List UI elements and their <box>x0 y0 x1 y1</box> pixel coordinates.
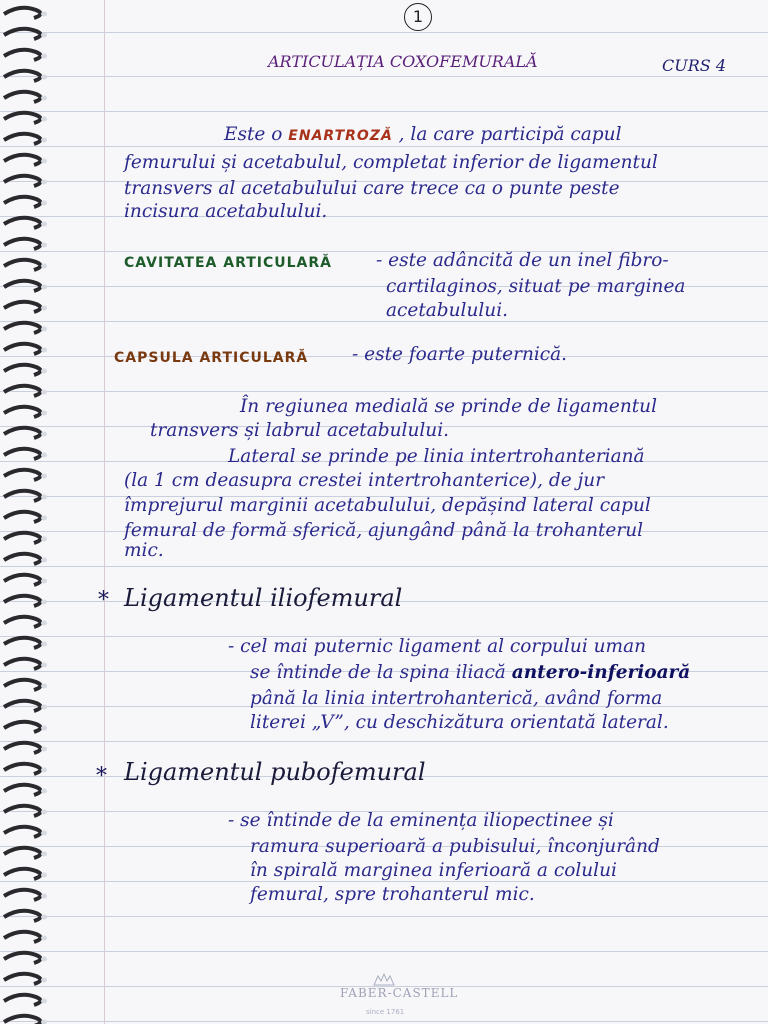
spiral-coil <box>4 239 41 249</box>
spiral-coil <box>4 428 41 438</box>
capsule-p2-line-3: împrejurul marginii acetabulului, depășind lateral capul <box>124 495 651 516</box>
spiral-coil <box>4 176 41 186</box>
spiral-coil <box>4 218 41 228</box>
binding-hole <box>41 831 47 836</box>
capsule-p2-line-1: Lateral se prinde pe linia intertrohanteriană <box>228 446 645 467</box>
course-label: CURS 4 <box>662 56 726 75</box>
margin-line <box>104 0 105 1024</box>
intro-line-2: femurului și acetabulul, completat inferior de ligamentul <box>124 152 658 173</box>
spiral-coil <box>4 260 41 270</box>
spiral-coil <box>4 827 41 837</box>
spiral-coil <box>4 365 41 375</box>
spiral-coil <box>4 974 41 984</box>
binding-hole <box>41 663 47 668</box>
binding-hole <box>41 642 47 647</box>
iliofemoral-line-2-pre: se întinde de la spina iliacă <box>250 662 506 683</box>
spiral-coil <box>4 1016 41 1024</box>
cavity-line-2: cartilaginos, situat pe marginea <box>386 276 686 297</box>
binding-hole <box>41 852 47 857</box>
iliofemoral-line-3: până la linia intertrohanterică, având forma <box>250 688 663 709</box>
binding-hole <box>41 327 47 332</box>
binding-hole <box>41 600 47 605</box>
intro-line-3: transvers al acetabulului care trece ca o punte peste <box>124 178 620 199</box>
spiral-coil <box>4 764 41 774</box>
capsule-label: CAPSULA ARTICULARĂ <box>114 350 309 366</box>
binding-hole <box>41 348 47 353</box>
spiral-coil <box>4 50 41 60</box>
binding-hole <box>41 810 47 815</box>
spiral-coil <box>4 197 41 207</box>
spiral-coil <box>4 680 41 690</box>
intro-line-1-post: , la care participă capul <box>398 124 622 145</box>
binding-hole <box>41 558 47 563</box>
binding-hole <box>41 684 47 689</box>
spiral-coil <box>4 344 41 354</box>
page-title: ARTICULAȚIA COXOFEMURALĂ <box>268 52 538 71</box>
term-enartroza: ENARTROZĂ <box>288 128 393 144</box>
brand-name: FABER-CASTELL <box>340 986 459 1000</box>
spiral-coil <box>4 806 41 816</box>
spiral-coil <box>4 407 41 417</box>
spiral-coil <box>4 134 41 144</box>
binding-hole <box>41 33 47 38</box>
binding-hole <box>41 201 47 206</box>
binding-hole <box>41 285 47 290</box>
binding-hole <box>41 222 47 227</box>
capsule-line-1: - este foarte puternică. <box>352 344 568 365</box>
spiral-coil <box>4 155 41 165</box>
page-number: 1 <box>404 3 432 31</box>
binding-hole <box>41 915 47 920</box>
binding-hole <box>41 516 47 521</box>
spiral-coil <box>4 386 41 396</box>
spiral-coil <box>4 722 41 732</box>
spiral-binding <box>0 0 60 1024</box>
spiral-coil <box>4 659 41 669</box>
intro-line-4: incisura acetabulului. <box>124 201 328 222</box>
spiral-coil <box>4 533 41 543</box>
binding-hole <box>41 789 47 794</box>
heading-iliofemoral: Ligamentul iliofemural <box>124 584 403 612</box>
binding-hole <box>41 159 47 164</box>
spiral-coil <box>4 701 41 711</box>
cavity-line-1: - este adâncită de un inel fibro- <box>376 250 669 271</box>
heading-pubofemoral: Ligamentul pubofemural <box>124 758 426 786</box>
spiral-coil <box>4 890 41 900</box>
spiral-coil <box>4 869 41 879</box>
binding-hole <box>41 411 47 416</box>
spiral-coil <box>4 281 41 291</box>
bullet-star-icon: * <box>98 588 109 613</box>
spiral-coil <box>4 449 41 459</box>
spiral-coil <box>4 911 41 921</box>
spiral-coil <box>4 932 41 942</box>
iliofemoral-line-4: literei „V”, cu deschizătura orientată lateral. <box>250 712 669 733</box>
spiral-coil <box>4 512 41 522</box>
spiral-coil <box>4 92 41 102</box>
iliofemoral-line-2 <box>250 662 690 683</box>
cavity-label: CAVITATEA ARTICULARĂ <box>124 255 332 271</box>
binding-hole <box>41 117 47 122</box>
spiral-coil <box>4 323 41 333</box>
spiral-coil <box>4 470 41 480</box>
spiral-coil <box>4 8 41 18</box>
binding-hole <box>41 621 47 626</box>
spiral-coil <box>4 617 41 627</box>
binding-hole <box>41 306 47 311</box>
spiral-coil <box>4 596 41 606</box>
cavity-line-3: acetabulului. <box>386 300 509 321</box>
binding-hole <box>41 579 47 584</box>
binding-hole <box>41 243 47 248</box>
iliofemoral-line-1: - cel mai puternic ligament al corpului uman <box>228 636 647 657</box>
binding-hole <box>41 936 47 941</box>
binding-hole <box>41 12 47 17</box>
binding-hole <box>41 873 47 878</box>
spiral-coil <box>4 995 41 1005</box>
faber-castell-logo-icon <box>372 972 396 986</box>
spiral-coil <box>4 302 41 312</box>
spiral-coil <box>4 785 41 795</box>
intro-line-1 <box>224 124 622 145</box>
pubofemoral-line-1: - se întinde de la eminența iliopectinee și <box>228 810 614 831</box>
binding-hole <box>41 369 47 374</box>
binding-hole <box>41 978 47 983</box>
spiral-coil <box>4 554 41 564</box>
spiral-coil <box>4 491 41 501</box>
binding-hole <box>41 495 47 500</box>
binding-hole <box>41 957 47 962</box>
spiral-coil <box>4 113 41 123</box>
pubofemoral-line-3: în spirală marginea inferioară a colului <box>250 860 617 881</box>
binding-hole <box>41 54 47 59</box>
pubofemoral-line-2: ramura superioară a pubisului, înconjurând <box>250 836 660 857</box>
binding-hole <box>41 768 47 773</box>
capsule-p2-line-5: mic. <box>124 540 164 561</box>
bullet-star-icon: * <box>96 764 107 789</box>
binding-hole <box>41 390 47 395</box>
term-antero-inferioara: antero-inferioară <box>511 662 691 683</box>
spiral-coil <box>4 71 41 81</box>
capsule-p2-line-2: (la 1 cm deasupra crestei intertrohanterice), de jur <box>124 470 605 491</box>
capsule-p1-line-1: În regiunea medială se prinde de ligamentul <box>240 396 658 417</box>
binding-hole <box>41 894 47 899</box>
spiral-coil <box>4 953 41 963</box>
binding-hole <box>41 96 47 101</box>
binding-hole <box>41 180 47 185</box>
pubofemoral-line-4: femural, spre trohanterul mic. <box>250 884 535 905</box>
binding-hole <box>41 264 47 269</box>
spiral-coil <box>4 743 41 753</box>
spiral-coil <box>4 29 41 39</box>
spiral-coil <box>4 848 41 858</box>
binding-hole <box>41 705 47 710</box>
brand-tagline: since 1761 <box>366 1008 405 1016</box>
binding-hole <box>41 726 47 731</box>
binding-hole <box>41 747 47 752</box>
binding-hole <box>41 999 47 1004</box>
spiral-coil <box>4 638 41 648</box>
capsule-p2-line-4: femural de formă sferică, ajungând până la trohanterul <box>124 520 644 541</box>
binding-hole <box>41 138 47 143</box>
intro-line-1-pre: Este o <box>224 124 283 145</box>
capsule-p1-line-2: transvers și labrul acetabulului. <box>150 420 449 441</box>
binding-hole <box>41 432 47 437</box>
binding-hole <box>41 453 47 458</box>
spiral-coil <box>4 575 41 585</box>
binding-hole <box>41 75 47 80</box>
binding-hole <box>41 474 47 479</box>
binding-hole <box>41 537 47 542</box>
